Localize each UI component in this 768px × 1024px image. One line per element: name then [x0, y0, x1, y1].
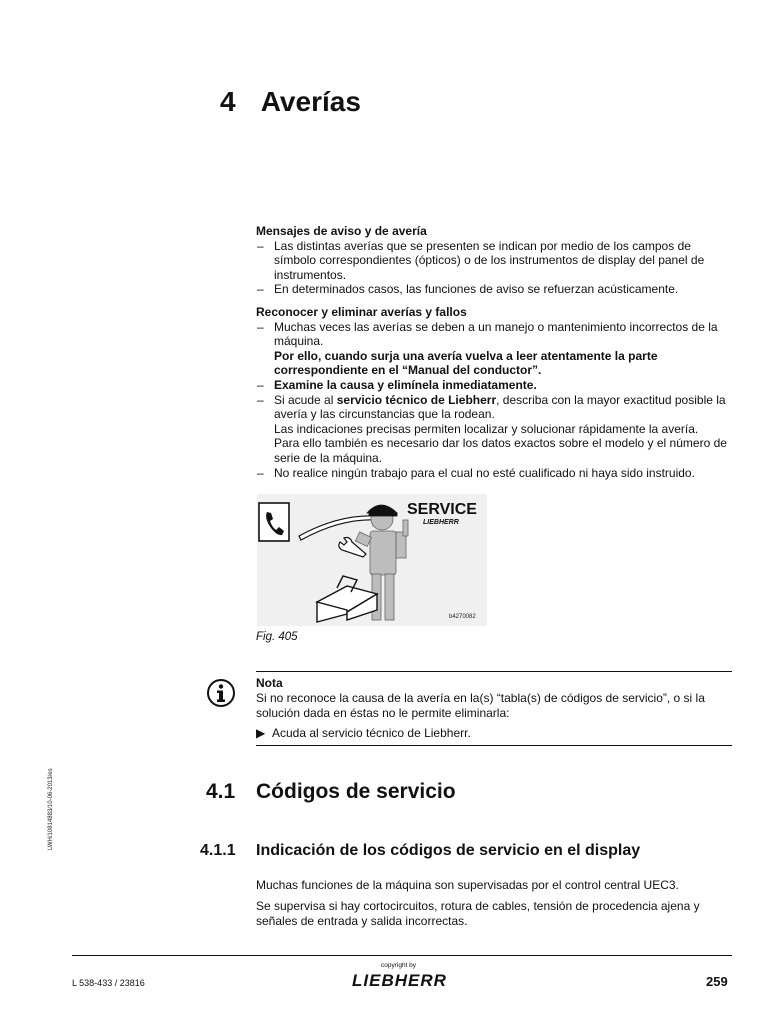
item-extra-text: Para ello también es necesario dar los datos exactos sobre el modelo y el número de serie de la máquina.	[274, 436, 727, 465]
paragraph: Muchas funciones de la máquina son supervisadas por el control central UEC3.	[256, 878, 679, 892]
subsection-heading	[200, 842, 640, 860]
item-bold-text: Por ello, cuando surja una avería vuelva a leer atentamente la parte correspondiente en el “Manual del conductor”.	[274, 348, 658, 378]
page-number: 259	[706, 974, 728, 989]
info-icon	[206, 678, 236, 708]
note-text: Si no reconoce la causa de la avería en la(s) “tabla(s) de códigos de servicio”, o si la solución dada en éstas no le permite eliminarla:	[256, 691, 705, 720]
footer-doc-number: L 538-433 / 23816	[72, 978, 145, 988]
note-section	[256, 676, 736, 741]
note-bottom-rule	[256, 745, 732, 746]
figure-caption: Fig. 405	[256, 631, 298, 643]
section-number: 4.1	[206, 780, 236, 803]
service-label: SERVICE	[407, 501, 477, 518]
warnings-list	[256, 239, 736, 297]
brand-label: LIEBHERR	[423, 519, 459, 526]
chapter-title: Averías	[260, 86, 361, 117]
warnings-section	[256, 224, 736, 297]
toolbox-icon	[317, 576, 377, 622]
note-top-rule	[256, 671, 732, 672]
recognize-section	[256, 305, 736, 480]
paragraph: Se supervisa si hay cortocircuitos, rotura de cables, tensión de procedencia ajena y señales de entrada y salida incorrectas.	[256, 899, 700, 928]
warnings-title: Mensajes de aviso y de avería	[256, 224, 427, 238]
footer-brand-logo: LIEBHERR	[352, 971, 447, 990]
service-figure	[257, 494, 487, 626]
note-title: Nota	[256, 676, 283, 690]
list-item	[256, 378, 736, 393]
note-action	[256, 726, 736, 741]
item-bold-text: Examine la causa y elimínela inmediatamente.	[274, 377, 537, 392]
footer-copyright: copyright by	[381, 962, 417, 969]
note-action-text: Acuda al servicio técnico de Liebherr.	[272, 726, 471, 740]
section-title: Códigos de servicio	[256, 780, 456, 803]
section-heading	[206, 780, 456, 804]
footer-rule	[72, 955, 732, 956]
recognize-title: Reconocer y eliminar averías y fallos	[256, 305, 467, 319]
image-code: b4270082	[449, 614, 476, 620]
item-text: Si acude al	[274, 392, 337, 407]
list-item: – En determinados casos, las funciones de aviso se refuerzan acústicamente.	[256, 282, 736, 297]
service-illustration	[257, 494, 487, 626]
item-bold-text: servicio técnico de Liebherr	[336, 392, 497, 407]
list-item	[256, 393, 736, 466]
subsection-title: Indicación de los códigos de servicio en el display	[256, 842, 641, 859]
play-arrow-icon: ▶	[256, 726, 266, 740]
item-text: , describa con la mayor exactitud posible la avería y las circunstancias que la rodean.	[274, 392, 726, 422]
list-item: – Las distintas averías que se presenten se indican por medio de los campos de símbolo correspondientes (ópticos) o de los instrumentos de display del panel de instrumentos.	[256, 239, 736, 283]
side-document-code: LWH/10814883/10-06-2013/es	[48, 768, 54, 850]
subsection-number: 4.1.1	[200, 842, 236, 859]
chapter-heading	[220, 86, 361, 118]
list-item	[256, 320, 736, 378]
item-text: Muchas veces las averías se deben a un manejo o mantenimiento incorrectos de la máquina.	[274, 319, 718, 349]
phone-icon	[259, 503, 289, 541]
recognize-list	[256, 320, 736, 481]
list-item: – No realice ningún trabajo para el cual no esté cualificado ni haya sido instruido.	[256, 466, 736, 481]
item-extra-text: Las indicaciones precisas permiten localizar y solucionar rápidamente la avería.	[274, 421, 699, 436]
chapter-number: 4	[220, 86, 236, 117]
